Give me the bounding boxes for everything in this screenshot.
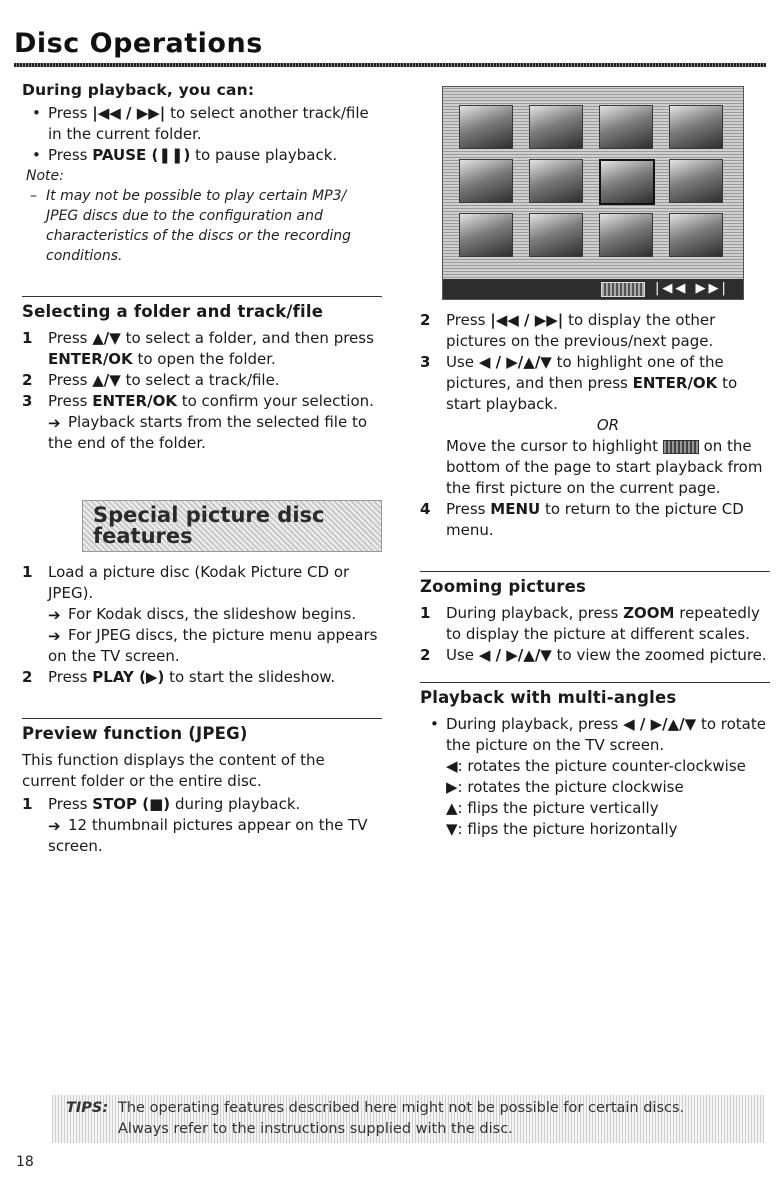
selecting-step-3: 3 Press ENTER/OK to confirm your selection. bbox=[22, 392, 374, 410]
tips-box bbox=[52, 1095, 764, 1143]
enter-ok-key: ENTER/OK bbox=[92, 392, 177, 410]
zooming-heading: Zooming pictures bbox=[420, 571, 770, 597]
thumbnail-6 bbox=[529, 159, 583, 203]
thumbnail-11 bbox=[599, 213, 653, 257]
zoom-key: ZOOM bbox=[623, 604, 675, 622]
up-down-icon: ▲/▼ bbox=[92, 329, 121, 347]
direction-arrows-icon: ◀ / ▶/▲/▼ bbox=[478, 646, 552, 664]
right-column bbox=[420, 310, 770, 840]
thumbnail-7 bbox=[599, 159, 655, 205]
preview-intro: This function displays the content of the current folder or the entire disc. bbox=[22, 751, 325, 790]
preview-step-4: 4 Press MENU to return to the picture CD menu. bbox=[420, 500, 744, 539]
special-result-1: ➔ For Kodak discs, the slideshow begins. bbox=[48, 605, 357, 624]
thumbnail-8 bbox=[669, 159, 723, 203]
playback-bullet-2: • Press PAUSE (❚❚) to pause playback. bbox=[22, 145, 382, 166]
special-features-banner: Special picture disc features bbox=[82, 500, 382, 552]
tips-line-2: Always refer to the instructions supplied with the disc. bbox=[118, 1121, 513, 1137]
selecting-heading: Selecting a folder and track/file bbox=[22, 296, 382, 322]
note-text: – It may not be possible to play certain MP3/ JPEG discs due to the configuration and characteristics of the discs or the recording conditions. bbox=[26, 186, 382, 266]
thumbnail-10 bbox=[529, 213, 583, 257]
pause-key: PAUSE (❚❚) bbox=[92, 146, 191, 164]
multiangle-line-1: ◀: rotates the picture counter-clockwise bbox=[446, 757, 746, 775]
left-arrow-icon: ◀ bbox=[446, 757, 458, 775]
thumbnail-3 bbox=[599, 105, 653, 149]
multiangle-line-2: ▶: rotates the picture clockwise bbox=[446, 778, 684, 796]
enter-ok-key: ENTER/OK bbox=[48, 350, 133, 368]
thumbnail-9 bbox=[459, 213, 513, 257]
right-arrow-icon: ▶ bbox=[446, 778, 458, 796]
multiangle-bullet: • During playback, press ◀ / ▶/▲/▼ to rotate the picture on the TV screen. bbox=[420, 714, 770, 756]
down-arrow-icon: ▼ bbox=[446, 820, 458, 838]
direction-arrows-icon: ◀ / ▶/▲/▼ bbox=[623, 715, 697, 733]
slideshow-select-button bbox=[601, 282, 645, 297]
thumbnail-2 bbox=[529, 105, 583, 149]
prev-next-icon: |◀◀ / ▶▶| bbox=[92, 104, 166, 122]
page-number: 18 bbox=[16, 1154, 34, 1170]
thumbnail-5 bbox=[459, 159, 513, 203]
title-rule bbox=[14, 63, 766, 67]
result-arrow-icon: ➔ bbox=[48, 627, 61, 645]
stop-key: STOP (■) bbox=[92, 795, 171, 813]
multiangle-line-4: ▼: flips the picture horizontally bbox=[446, 820, 678, 838]
menu-key: MENU bbox=[490, 500, 541, 518]
prev-next-icon: |◀◀ ▶▶| bbox=[655, 281, 729, 296]
thumbnail-nav-bar bbox=[443, 279, 743, 299]
preview-step-3-alt: Move the cursor to highlight on the bottom of the page to start playback from the first picture on the current page. bbox=[446, 437, 763, 497]
thumbnail-4 bbox=[669, 105, 723, 149]
zooming-step-2: 2 Use ◀ / ▶/▲/▼ to view the zoomed picture. bbox=[420, 646, 767, 664]
thumbnail-12 bbox=[669, 213, 723, 257]
result-arrow-icon: ➔ bbox=[48, 817, 61, 835]
prev-next-icon: |◀◀ / ▶▶| bbox=[490, 311, 564, 329]
enter-ok-key: ENTER/OK bbox=[632, 374, 718, 392]
direction-arrows-icon: ◀ / ▶/▲/▼ bbox=[478, 353, 552, 371]
tips-line-1: The operating features described here might not be possible for certain discs. bbox=[118, 1100, 685, 1116]
slideshow-button-icon bbox=[663, 440, 699, 454]
play-key: PLAY (▶) bbox=[92, 668, 165, 686]
preview-step-1-result: ➔ 12 thumbnail pictures appear on the TV screen. bbox=[48, 816, 368, 855]
thumbnail-1 bbox=[459, 105, 513, 149]
playback-heading: During playback, you can: bbox=[22, 81, 255, 99]
special-step-1: 1 Load a picture disc (Kodak Picture CD or JPEG). bbox=[22, 563, 350, 602]
preview-heading: Preview function (JPEG) bbox=[22, 718, 382, 744]
or-separator: OR bbox=[596, 416, 620, 434]
special-result-2: ➔ For JPEG discs, the picture menu appears on the TV screen. bbox=[48, 626, 378, 665]
selecting-step-2: 2 Press ▲/▼ to select a track/file. bbox=[22, 371, 280, 389]
result-arrow-icon: ➔ bbox=[48, 606, 61, 624]
playback-bullet-1: • Press |◀◀ / ▶▶| to select another track/file in the current folder. bbox=[22, 103, 382, 145]
multiangle-line-3: ▲: flips the picture vertically bbox=[446, 799, 659, 817]
zooming-step-1: 1 During playback, press ZOOM repeatedly to display the picture at different scales. bbox=[420, 604, 760, 643]
left-column bbox=[22, 80, 382, 857]
tips-label: TIPS: bbox=[66, 1100, 109, 1116]
thumbnail-preview-image bbox=[442, 86, 744, 300]
selecting-step-1: 1 Press ▲/▼ to select a folder, and then press ENTER/OK to open the folder. bbox=[22, 329, 374, 368]
page-title: Disc Operations bbox=[14, 28, 263, 59]
multiangle-heading: Playback with multi-angles bbox=[420, 682, 770, 708]
special-step-2: 2 Press PLAY (▶) to start the slideshow. bbox=[22, 668, 336, 686]
up-arrow-icon: ▲ bbox=[446, 799, 458, 817]
selecting-step-3-result: ➔ Playback starts from the selected file to the end of the folder. bbox=[48, 413, 368, 452]
preview-step-3: 3 Use ◀ / ▶/▲/▼ to highlight one of the pictures, and then press ENTER/OK to start playback. bbox=[420, 353, 738, 413]
preview-step-1: 1 Press STOP (■) during playback. bbox=[22, 795, 301, 813]
result-arrow-icon: ➔ bbox=[48, 414, 61, 432]
up-down-icon: ▲/▼ bbox=[92, 371, 121, 389]
preview-step-2: 2 Press |◀◀ / ▶▶| to display the other pictures on the previous/next page. bbox=[420, 311, 716, 350]
note-label: Note: bbox=[26, 168, 64, 184]
